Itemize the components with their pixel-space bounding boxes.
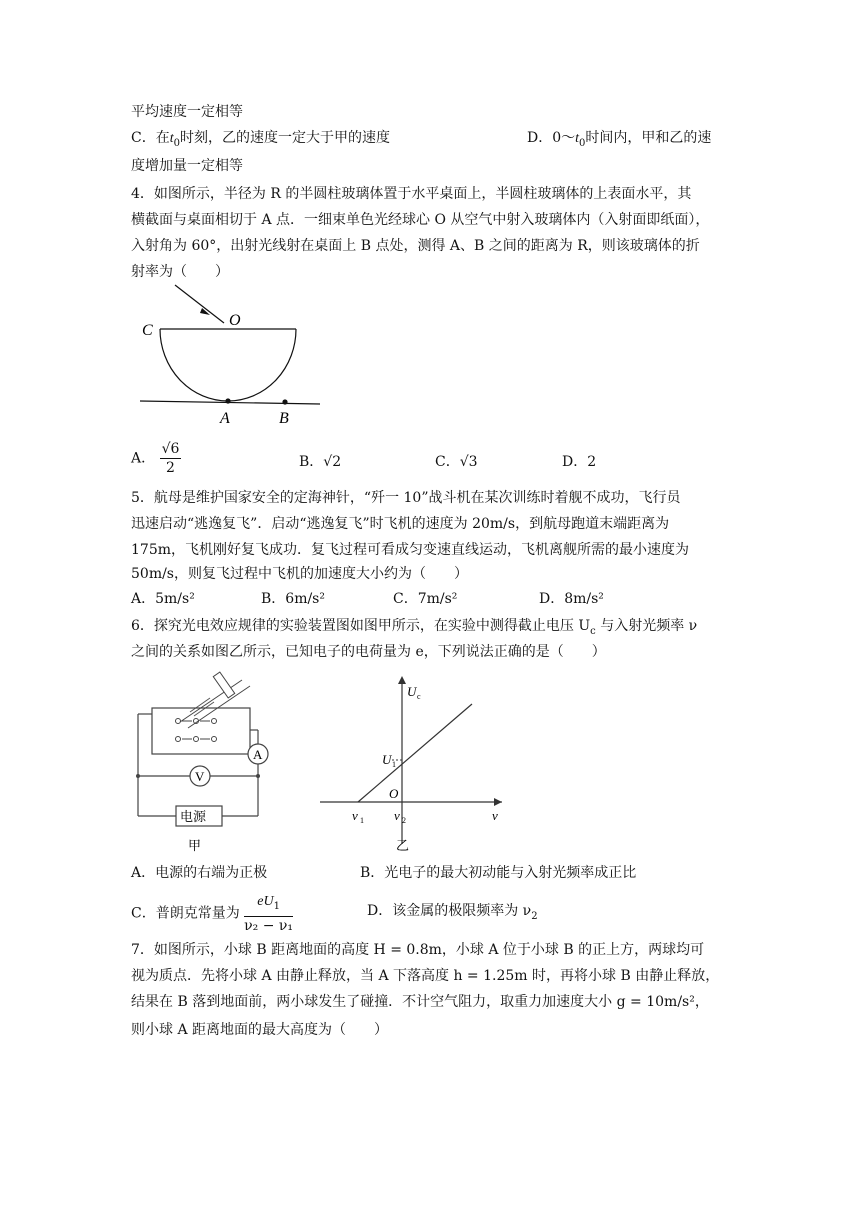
svg-text:1: 1 [392,760,396,769]
fraction: $\frac{√6}{2}$ [161,441,180,476]
q3-line3: 度增加量一定相等 [131,158,243,174]
semicircle-arc [160,329,296,401]
point-a [225,398,230,403]
phototube-box [152,708,250,754]
q6-option-a: A．电源的右端为正极 [131,865,268,881]
q4-line2: 横截面与桌面相切于 A 点．一细束单色光经球心 O 从空气中射入玻璃体内（入射面即纸面）， [131,212,710,228]
svg-text:ν: ν [492,808,498,823]
q7-line4: 则小球 A 距离地面的最大高度为（ ） [131,1022,389,1038]
label-a: A [220,410,230,427]
q4-option-a: A． $\frac{√6}{2}$ [131,441,180,476]
voltmeter-label: V [195,769,205,784]
q3-option-d: D．$0\sim t_0$时间内，甲和乙的速 [527,130,712,149]
q4-option-d: D．2 [562,454,597,470]
svg-text:ν: ν [352,808,358,823]
electron-arrows [176,719,217,742]
caption-yi: 乙 [396,838,410,853]
q6-line1: 6．探究光电效应规律的实验装置图如图甲所示，在实验中测得截止电压 $U_c$ 与入射光频率 ν [131,618,698,637]
q4-line4: 射率为（ ） [131,264,229,280]
q6-figure-yi [310,668,510,854]
svg-text:U: U [407,684,417,699]
q4-option-c: C．√3 [435,454,478,470]
q5-line3: 175m，飞机刚好复飞成功．复飞过程可看成匀变速直线运动，飞机离舰所需的最小速度为 [131,542,689,558]
q7-line2: 视为质点．先将小球 A 由静止释放，当 A 下落高度 h = 1.25m 时，再将小球 B 由静止释放， [131,968,720,984]
q5-line4: 50m/s，则复飞过程中飞机的加速度大小约为（ ） [131,566,468,582]
point-b [282,399,287,404]
q5-option-d: D．8m/s² [539,591,604,607]
q4-option-b: B．√2 [299,454,342,470]
label-b: B [279,410,289,427]
uc-vs-nu-line [358,704,472,802]
q5-option-a: A．5m/s² [131,591,195,607]
q7-line3: 结果在 B 落到地面前，两小球发生了碰撞．不计空气阻力，取重力加速度大小 g = 10m/s²， [131,994,709,1010]
svg-text:U: U [382,752,392,767]
svg-text:O: O [389,786,399,801]
q3-option-c: C．在$t_0$时刻，乙的速度一定大于甲的速度 [131,130,390,149]
q6-option-d: D．该金属的极限频率为 $\nu_2$ [367,903,538,922]
q4-semicircle-figure [130,280,340,430]
q6-option-c: C．普朗克常量为 $\frac{eU_1}{\text{ν₂ − ν₁}}$ [131,894,294,934]
fraction: $\frac{eU_1}{\text{ν₂ − ν₁}}$ [244,894,294,934]
q6-line2: 之间的关系如图乙所示，已知电子的电荷量为 e，下列说法正确的是（ ） [131,644,606,660]
power-label: 电源 [180,809,207,824]
label-c: C [142,322,153,339]
q6-figure-jia [130,668,280,854]
incident-ray [175,285,224,323]
caption-jia: 甲 [188,838,202,853]
q4-line1: 4．如图所示，半径为 R 的半圆柱玻璃体置于水平桌面上，半圆柱玻璃体的上表面水平，其 [131,186,692,202]
svg-text:ν: ν [394,808,400,823]
svg-text:c: c [417,692,421,701]
label-o: O [229,312,241,329]
q6-option-b: B．光电子的最大初动能与入射光频率成正比 [360,865,637,881]
ammeter-label: A [253,747,263,762]
q5-option-b: B．6m/s² [261,591,325,607]
q5-line2: 迅速启动“逃逸复飞”．启动“逃逸复飞”时飞机的速度为 20m/s，到航母跑道末端距离为 [131,516,670,532]
q4-line3: 入射角为 60°，出射光线射在桌面上 B 点处，测得 A、B 之间的距离为 R，则该玻璃体的折 [131,238,700,254]
q7-line1: 7．如图所示，小球 B 距离地面的高度 H = 0.8m，小球 A 位于小球 B 的正上方，两球均可 [131,942,705,958]
q5-option-c: C．7m/s² [393,591,458,607]
svg-text:1: 1 [360,816,364,825]
q3-line1: 平均速度一定相等 [131,104,243,120]
svg-text:2: 2 [402,816,406,825]
q5-line1: 5．航母是维护国家安全的定海神针，“歼一 10”战斗机在某次训练时着舰不成功，飞行员 [131,490,681,506]
